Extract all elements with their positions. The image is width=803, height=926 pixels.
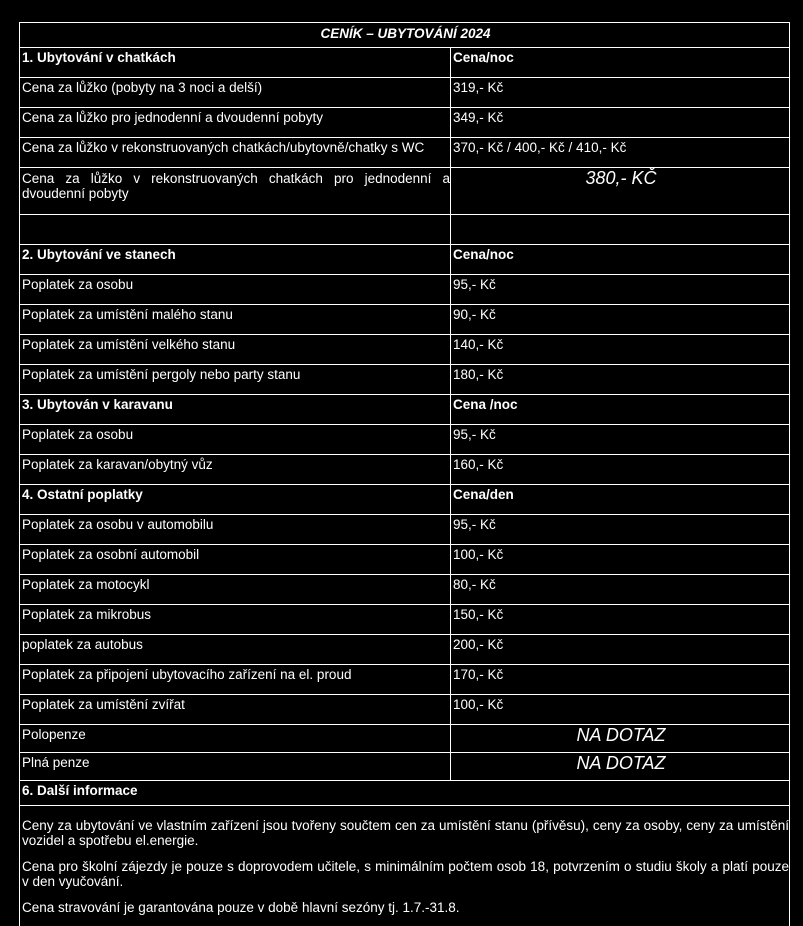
item-price: 319,- Kč	[451, 78, 790, 108]
page-title: CENÍK – UBYTOVÁNÍ 2024	[20, 23, 790, 48]
info-paragraph: Cena pro školní zájezdy je pouze s doprovodem učitele, s minimálním počtem osob 18, potvrzením o studiu školy a platí pouze v den vyučování.	[22, 859, 789, 889]
table-row	[20, 725, 790, 753]
table-row	[20, 753, 790, 781]
item-price: 370,- Kč / 400,- Kč / 410,- Kč	[451, 138, 790, 168]
item-label: Poplatek za osobu v automobilu	[20, 515, 451, 545]
table-row	[20, 168, 790, 215]
item-label: Cena za lůžko v rekonstruovaných chatkách/ubytovně/chatky s WC	[20, 138, 451, 168]
title-row	[20, 23, 790, 48]
section-header-row	[20, 485, 790, 515]
item-label: Cena za lůžko v rekonstruovaných chatkách pro jednodenní a dvoudenní pobyty	[20, 168, 451, 215]
info-heading: 6. Další informace	[20, 781, 790, 806]
table-row	[20, 108, 790, 138]
item-label: Poplatek za umístění malého stanu	[20, 305, 451, 335]
item-price: 95,- Kč	[451, 275, 790, 305]
item-price: 80,- Kč	[451, 575, 790, 605]
item-price: 95,- Kč	[451, 515, 790, 545]
item-label: Poplatek za osobu	[20, 275, 451, 305]
item-price: 100,- Kč	[451, 545, 790, 575]
table-row	[20, 365, 790, 395]
table-row	[20, 575, 790, 605]
item-label: Cena za lůžko (pobyty na 3 noci a delší)	[20, 78, 451, 108]
item-label: Poplatek za umístění pergoly nebo party stanu	[20, 365, 451, 395]
section-header-row	[20, 48, 790, 78]
table-row	[20, 305, 790, 335]
item-price: 180,- Kč	[451, 365, 790, 395]
section-heading: 4. Ostatní poplatky	[20, 485, 451, 515]
item-label: Poplatek za mikrobus	[20, 605, 451, 635]
section-unit: Cena /noc	[451, 395, 790, 425]
item-label: Poplatek za osobu	[20, 425, 451, 455]
item-label: Poplatek za umístění velkého stanu	[20, 335, 451, 365]
info-body-row	[20, 806, 790, 926]
table-row	[20, 635, 790, 665]
section-header-row	[20, 245, 790, 275]
item-price: 160,- Kč	[451, 455, 790, 485]
section-unit: Cena/noc	[451, 48, 790, 78]
section-unit: Cena/noc	[451, 245, 790, 275]
item-price: 380,- KČ	[451, 168, 790, 215]
item-label: Poplatek za připojení ubytovacího zařízení na el. proud	[20, 665, 451, 695]
item-price: 90,- Kč	[451, 305, 790, 335]
info-text	[20, 806, 790, 926]
item-label: Poplatek za motocykl	[20, 575, 451, 605]
item-label: Poplatek za karavan/obytný vůz	[20, 455, 451, 485]
price-list-table	[19, 22, 790, 926]
item-price: 140,- Kč	[451, 335, 790, 365]
item-price: 150,- Kč	[451, 605, 790, 635]
item-price: NA DOTAZ	[451, 725, 790, 753]
table-row	[20, 545, 790, 575]
info-paragraph: Cena stravování je garantována pouze v době hlavní sezóny tj. 1.7.-31.8.	[22, 900, 789, 915]
table-row	[20, 275, 790, 305]
item-label: Plná penze	[20, 753, 451, 781]
item-price: 95,- Kč	[451, 425, 790, 455]
info-paragraph: Ceny za ubytování ve vlastním zařízení jsou tvořeny součtem cen za umístění stanu (přívěsu), ceny za osoby, ceny za umístění vozidel a spotřebu el.energie.	[22, 818, 789, 848]
section-heading: 2. Ubytování ve stanech	[20, 245, 451, 275]
item-label: Polopenze	[20, 725, 451, 753]
empty-cell	[451, 215, 790, 245]
table-row	[20, 78, 790, 108]
item-label: Poplatek za osobní automobil	[20, 545, 451, 575]
section-heading: 3. Ubytován v karavanu	[20, 395, 451, 425]
item-label: Poplatek za umístění zvířat	[20, 695, 451, 725]
item-price: NA DOTAZ	[451, 753, 790, 781]
item-label: Cena za lůžko pro jednodenní a dvoudenní pobyty	[20, 108, 451, 138]
empty-cell	[20, 215, 451, 245]
item-price: 349,- Kč	[451, 108, 790, 138]
section-heading: 1. Ubytování v chatkách	[20, 48, 451, 78]
table-row	[20, 695, 790, 725]
section-header-row	[20, 395, 790, 425]
item-price: 100,- Kč	[451, 695, 790, 725]
spacer-row	[20, 215, 790, 245]
table-row	[20, 455, 790, 485]
table-row	[20, 425, 790, 455]
section-unit: Cena/den	[451, 485, 790, 515]
item-price: 200,- Kč	[451, 635, 790, 665]
table-row	[20, 665, 790, 695]
table-row	[20, 605, 790, 635]
table-row	[20, 515, 790, 545]
item-label: poplatek za autobus	[20, 635, 451, 665]
info-header-row	[20, 781, 790, 806]
table-row	[20, 335, 790, 365]
table-row	[20, 138, 790, 168]
item-price: 170,- Kč	[451, 665, 790, 695]
